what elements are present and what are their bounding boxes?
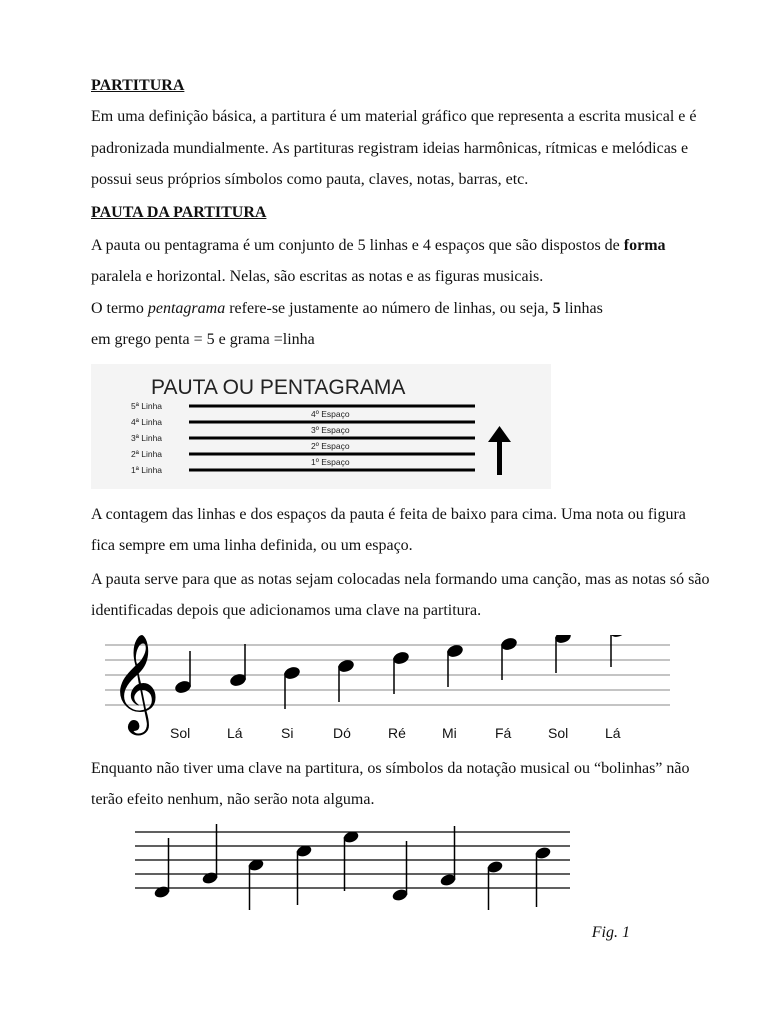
paragraph-no-clef: Enquanto não tiver uma clave na partitura, os símbolos da notação musical ou “bolinhas” não terão efeito nenhum, não serão nota alguma. bbox=[91, 759, 690, 808]
note-name: Dó bbox=[333, 724, 351, 741]
treble-clef-icon: 𝄞 bbox=[110, 634, 160, 729]
figure-title: PAUTA OU PENTAGRAMA bbox=[151, 375, 406, 399]
space-label: 1º Espaço bbox=[311, 456, 350, 467]
bold-number: 5 bbox=[552, 299, 561, 317]
space-label: 2º Espaço bbox=[311, 440, 350, 451]
note-name: Lá bbox=[227, 724, 243, 741]
text-segment: linhas bbox=[560, 299, 603, 317]
document-page bbox=[91, 70, 711, 910]
note-symbol bbox=[337, 658, 356, 702]
notes-group bbox=[174, 635, 631, 709]
space-label: 3º Espaço bbox=[311, 424, 350, 435]
bold-word: forma bbox=[623, 236, 666, 254]
figure-notes-staff bbox=[105, 635, 695, 745]
figure-caption: Fig. 1 bbox=[591, 924, 630, 941]
line-label: 1ª Linha bbox=[131, 464, 163, 475]
note-symbol bbox=[446, 643, 465, 687]
text-segment: paralela e horizontal. Nelas, são escritas as notas e as figuras musicais. bbox=[91, 268, 544, 285]
heading-partitura: PARTITURA bbox=[91, 77, 185, 94]
note-name: Mi bbox=[442, 724, 457, 741]
note-symbol bbox=[439, 826, 457, 887]
note-symbol bbox=[174, 651, 193, 695]
italic-word: pentagrama bbox=[147, 299, 226, 317]
note-symbol bbox=[500, 636, 519, 680]
note-name: Lá bbox=[605, 724, 621, 741]
note-names bbox=[170, 725, 621, 741]
paragraph-pentagrama bbox=[91, 293, 711, 325]
note-symbol bbox=[486, 859, 504, 909]
paragraph-definition: Em uma definição básica, a partitura é um material gráfico que representa a escrita musical e é padronizada mundialmente. As partituras registram ideias harmônicas, rítmicas e melódicas e possui seus próprios símbolos como pauta, claves, notas, barras, etc. bbox=[91, 108, 697, 188]
note-name: Sol bbox=[548, 724, 569, 741]
paragraph-counting: A contagem das linhas e dos espaços da pauta é feita de baixo para cima. Uma nota ou figura fica sempre em uma linha definida, ou um espaço. bbox=[91, 505, 686, 554]
notes-group bbox=[153, 824, 552, 910]
paragraph-clef: A pauta serve para que as notas sejam colocadas nela formando uma canção, mas as notas só são identificadas depois que adicionamos uma clave na partitura. bbox=[91, 570, 710, 619]
note-name: Ré bbox=[388, 724, 406, 741]
paragraph-pauta bbox=[91, 230, 711, 293]
note-symbol bbox=[247, 857, 265, 909]
paragraph-grego: em grego penta = 5 e grama =linha bbox=[91, 331, 315, 348]
text-segment: A pauta ou pentagrama é um conjunto de 5 linhas e 4 espaços que são dispostos de bbox=[91, 236, 624, 254]
note-symbol bbox=[229, 644, 248, 688]
line-label: 4ª Linha bbox=[131, 416, 163, 427]
figure-pauta-diagram bbox=[91, 364, 551, 489]
figure-1-staff bbox=[135, 820, 575, 910]
line-label: 3ª Linha bbox=[131, 432, 163, 443]
line-label: 5ª Linha bbox=[131, 400, 163, 411]
note-symbol bbox=[392, 650, 411, 694]
note-name: Fá bbox=[495, 724, 512, 741]
note-symbol bbox=[534, 845, 552, 906]
note-symbol bbox=[605, 635, 631, 667]
note-symbol bbox=[153, 838, 171, 899]
note-name: Sol bbox=[170, 724, 191, 741]
note-symbol bbox=[554, 635, 573, 673]
note-name: Si bbox=[281, 724, 294, 741]
line-label: 2ª Linha bbox=[131, 448, 163, 459]
heading-pauta: PAUTA DA PARTITURA bbox=[91, 203, 267, 221]
space-label: 4º Espaço bbox=[311, 408, 350, 419]
note-symbol bbox=[391, 841, 409, 902]
text-segment: O termo bbox=[91, 299, 148, 317]
text-segment: refere-se justamente ao número de linhas, ou seja, bbox=[225, 299, 553, 317]
note-symbol bbox=[201, 824, 219, 885]
note-symbol bbox=[283, 665, 302, 709]
